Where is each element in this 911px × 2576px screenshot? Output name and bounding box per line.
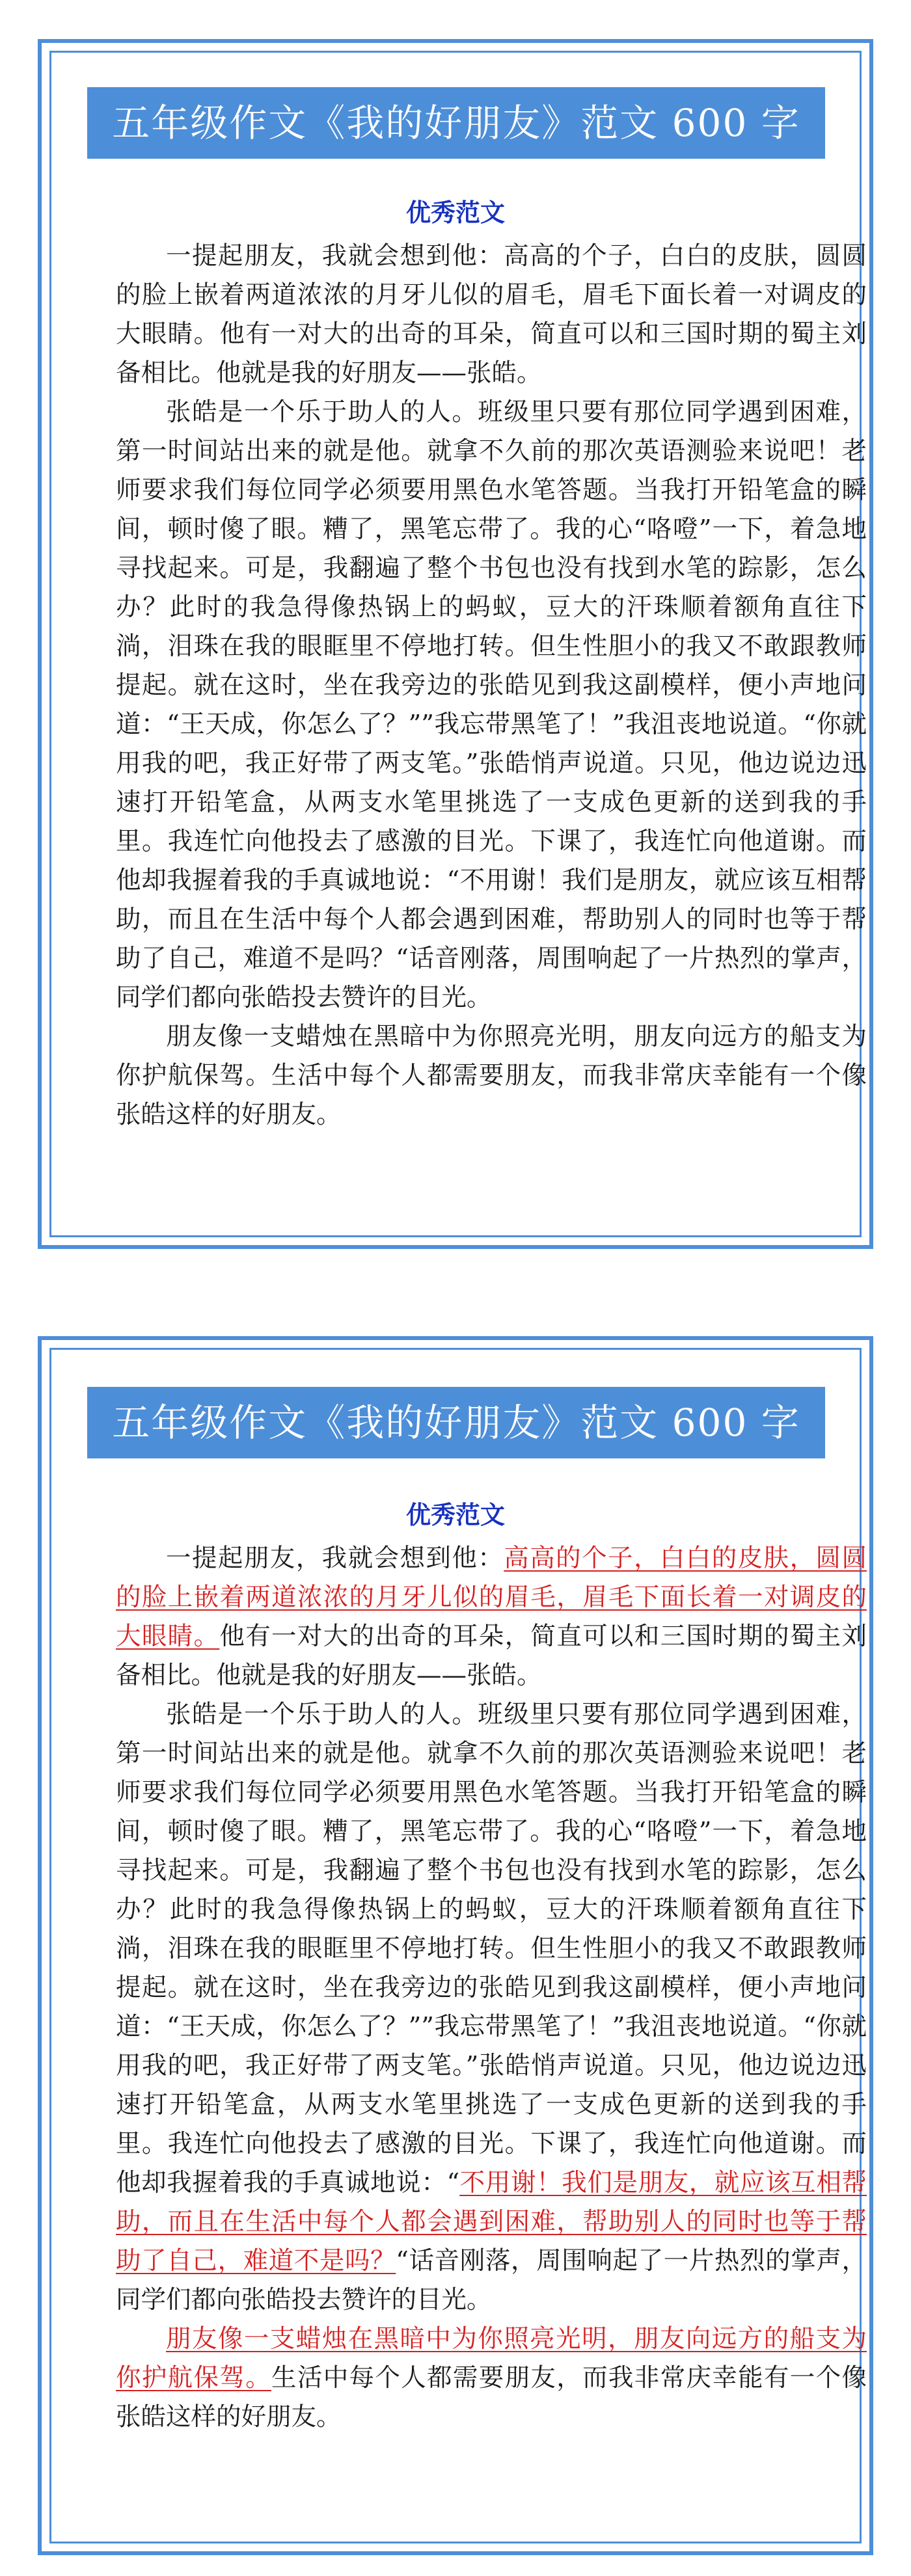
paragraph-1 — [116, 1539, 867, 1695]
paragraph-3: 朋友像一支蜡烛在黑暗中为你照亮光明，朋友向远方的船支为你护航保驾。生活中每个人都需要朋友，而我非常庆幸能有一个像张皓这样的好朋友。 — [116, 1022, 867, 1129]
plain-text: “话音刚落，周围响起了一片热烈的掌声，同学们都向张皓投去赞许的目光。 — [116, 2246, 867, 2314]
plain-text: 张皓是一个乐于助人的人。班级里只要有那位同学遇到困难，第一时间站出来的就是他。就拿不久前的那次英语测验来说吧！老师要求我们每位同学必须要用黑色水笔答题。当我打开铅笔盒的瞬间，顿时傻了眼。糟了，黑笔忘带了。我的心“咯噔”一下，着急地寻找起来。可是，我翻遍了整个书包也没有找到水笔的踪影，怎么办？此时的我急得像热锅上的蚂蚁，豆大的汗珠顺着额角直往下淌，泪珠在我的眼眶里不停地打转。但生性胆小的我又不敢跟教师提起。就在这时，坐在我旁边的张皓见到我这副模样，便小声地问道：“王天成，你怎么了？””我忘带黑笔了！”我沮丧地说道。“你就用我的吧，我正好带了两支笔。”张皓悄声说道。只见，他边说边迅速打开铅笔盒，从两支水笔里挑选了一支成色更新的送到我的手里。我连忙向他投去了感激的目光。下课了，我连忙向他道谢。而他却我握着我的手真诚地说：“ — [116, 1700, 867, 2197]
highlighted-sentence: 不用谢！我们是朋友，就应该互相帮助，而且在生活中每个人都会遇到困难，帮助别人的同时也等于帮助了自己，难道不是吗？ — [116, 2168, 867, 2275]
essay-body — [116, 237, 867, 1134]
essay-body — [116, 1539, 867, 2437]
plain-text: 他有一对大的出奇的耳朵，简直可以和三国时期的蜀主刘备相比。他就是我的好朋友——张皓。 — [116, 1622, 867, 1690]
paragraph-3 — [116, 2320, 867, 2437]
highlighted-sentence: 高高的个子，白白的皮肤，圆圆的脸上嵌着两道浓浓的月牙儿似的眉毛，眉毛下面长着一对调皮的大眼睛。 — [116, 1544, 867, 1651]
essay-card-annotated — [38, 1336, 873, 2555]
paragraph-2 — [116, 1695, 867, 2320]
plain-text: 生活中每个人都需要朋友，而我非常庆幸能有一个像张皓这样的好朋友。 — [116, 2363, 867, 2432]
essay-title-banner: 五年级作文《我的好朋友》范文 600 字 — [87, 87, 825, 159]
essay-card-plain — [38, 39, 873, 1249]
essay-title-banner: 五年级作文《我的好朋友》范文 600 字 — [87, 1387, 825, 1458]
essay-subtitle: 优秀范文 — [405, 1501, 505, 1529]
plain-text: 一提起朋友，我就会想到他： — [166, 1544, 504, 1573]
paragraph-2: 张皓是一个乐于助人的人。班级里只要有那位同学遇到困难，第一时间站出来的就是他。就拿不久前的那次英语测验来说吧！老师要求我们每位同学必须要用黑色水笔答题。当我打开铅笔盒的瞬间，顿时傻了眼。糟了，黑笔忘带了。我的心“咯噔”一下，着急地寻找起来。可是，我翻遍了整个书包也没有找到水笔的踪影，怎么办？此时的我急得像热锅上的蚂蚁，豆大的汗珠顺着额角直往下淌，泪珠在我的眼眶里不停地打转。但生性胆小的我又不敢跟教师提起。就在这时，坐在我旁边的张皓见到我这副模样，便小声地问道：“王天成，你怎么了？””我忘带黑笔了！”我沮丧地说道。“你就用我的吧，我正好带了两支笔。”张皓悄声说道。只见，他边说边迅速打开铅笔盒，从两支水笔里挑选了一支成色更新的送到我的手里。我连忙向他投去了感激的目光。下课了，我连忙向他道谢。而他却我握着我的手真诚地说：“不用谢！我们是朋友，就应该互相帮助，而且在生活中每个人都会遇到困难，帮助别人的同时也等于帮助了自己，难道不是吗？“话音刚落，周围响起了一片热烈的掌声，同学们都向张皓投去赞许的目光。 — [116, 397, 867, 1012]
highlighted-sentence: 朋友像一支蜡烛在黑暗中为你照亮光明，朋友向远方的船支为你护航保驾。 — [116, 2324, 867, 2393]
paragraph-1: 一提起朋友，我就会想到他：高高的个子，白白的皮肤，圆圆的脸上嵌着两道浓浓的月牙儿似的眉毛，眉毛下面长着一对调皮的大眼睛。他有一对大的出奇的耳朵，简直可以和三国时期的蜀主刘备相比。他就是我的好朋友——张皓。 — [116, 241, 867, 388]
essay-subtitle: 优秀范文 — [405, 198, 505, 227]
